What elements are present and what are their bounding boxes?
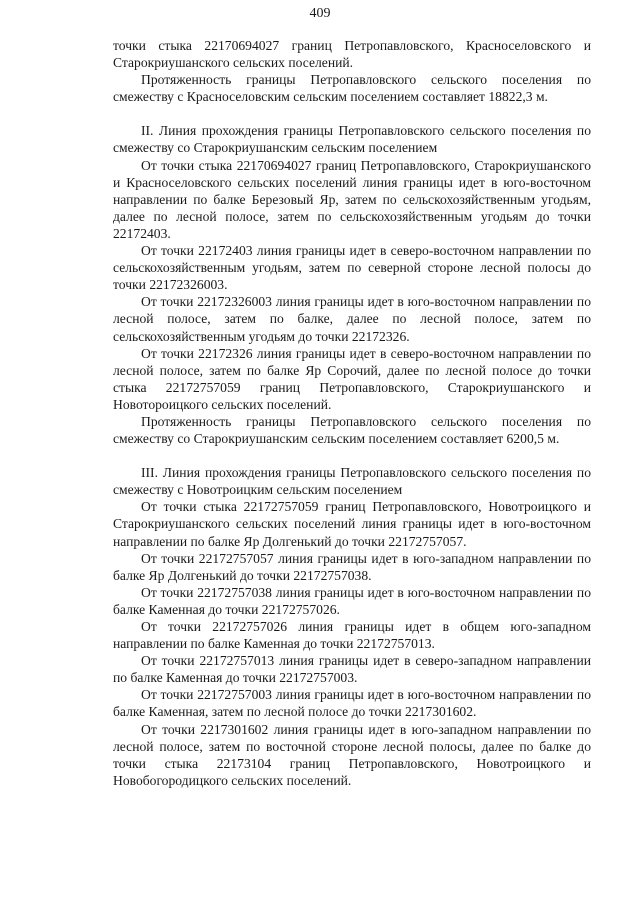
section-heading: II. Линия прохождения границы Петропавловского сельского поселения по смежеству со Старокриушанским сельским поселением (113, 123, 591, 156)
paragraph: От точки 22172757038 линия границы идет в юго-восточном направлении по балке Каменная до точки 22172757026. (113, 584, 591, 617)
paragraph: От точки 22172326003 линия границы идет в юго-восточном направлении по лесной полосе, затем по балке, далее по лесной полосе, затем по сельскохозяйственным угодьям до точки 22172326. (113, 294, 591, 344)
paragraph: От точки 2217301602 линия границы идет в юго-западном направлении по лесной полосе, затем по восточной стороне лесной полосы, далее по балке до точки стыка 22173104 границ Петропавловского, Новотроицкого и Новобогородицкого сельских поселений. (113, 721, 591, 788)
page-number: 409 (309, 6, 331, 21)
paragraph: Протяженность границы Петропавловского сельского поселения по смежеству со Старокриушанским сельским поселением составляет 6200,5 м. (113, 413, 591, 447)
paragraph: От точки 22172757057 линия границы идет в юго-западном направлении по балке Яр Долгенький до точки 22172757038. (113, 550, 591, 583)
paragraph: От точки стыка 22170694027 границ Петропавловского, Старокриушанского и Красноселовского сельских поселений линия границы идет в юго-восточном направлении по балке Березовый Яр, затем по сельскохозяйственным угодьям, далее по лесной полосе, затем по сельскохозяйственным угодьям до точки 22172403. (113, 157, 591, 241)
paragraph: От точки 22172757026 линия границы идет в общем юго-западном направлении по балке Каменная до точки 22172757013. (113, 619, 591, 652)
paragraph: От точки 22172326 линия границы идет в северо-восточном направлении по лесной полосе, затем по балке Яр Сорочий, далее по лесной полосе до точки стыка 22172757059 границ Петропавловского, Старокриушанского и Новотороицкого сельских поселений. (113, 345, 591, 412)
paragraph: От точки стыка 22172757059 границ Петропавловского, Новотроицкого и Старокриушанского сельских поселений линия границы идет в юго-восточном направлении по балке Яр Долгенький до точки 22172757057. (113, 499, 591, 549)
paragraph: От точки 22172403 линия границы идет в северо-восточном направлении по сельскохозяйственным угодьям, затем по северной стороне лесной полосы до точки 22172326003. (113, 243, 591, 293)
paragraph: От точки 22172757003 линия границы идет в юго-восточном направлении по балке Каменная, затем по лесной полосе до точки 2217301602. (113, 687, 591, 720)
section-heading: III. Линия прохождения границы Петропавловского сельского поселения по смежеству с Новотроицким сельским поселением (113, 465, 591, 498)
paragraph: точки стыка 22170694027 границ Петропавловского, Красноселовского и Старокриушанского сельских поселений. (113, 38, 591, 71)
paragraph: Протяженность границы Петропавловского сельского поселения по смежеству с Красноселовским сельским поселением составляет 18822,3 м. (113, 72, 591, 105)
document-body (113, 37, 591, 789)
paragraph: От точки 22172757013 линия границы идет в северо-западном направлении по балке Каменная до точки 22172757003. (113, 653, 591, 686)
